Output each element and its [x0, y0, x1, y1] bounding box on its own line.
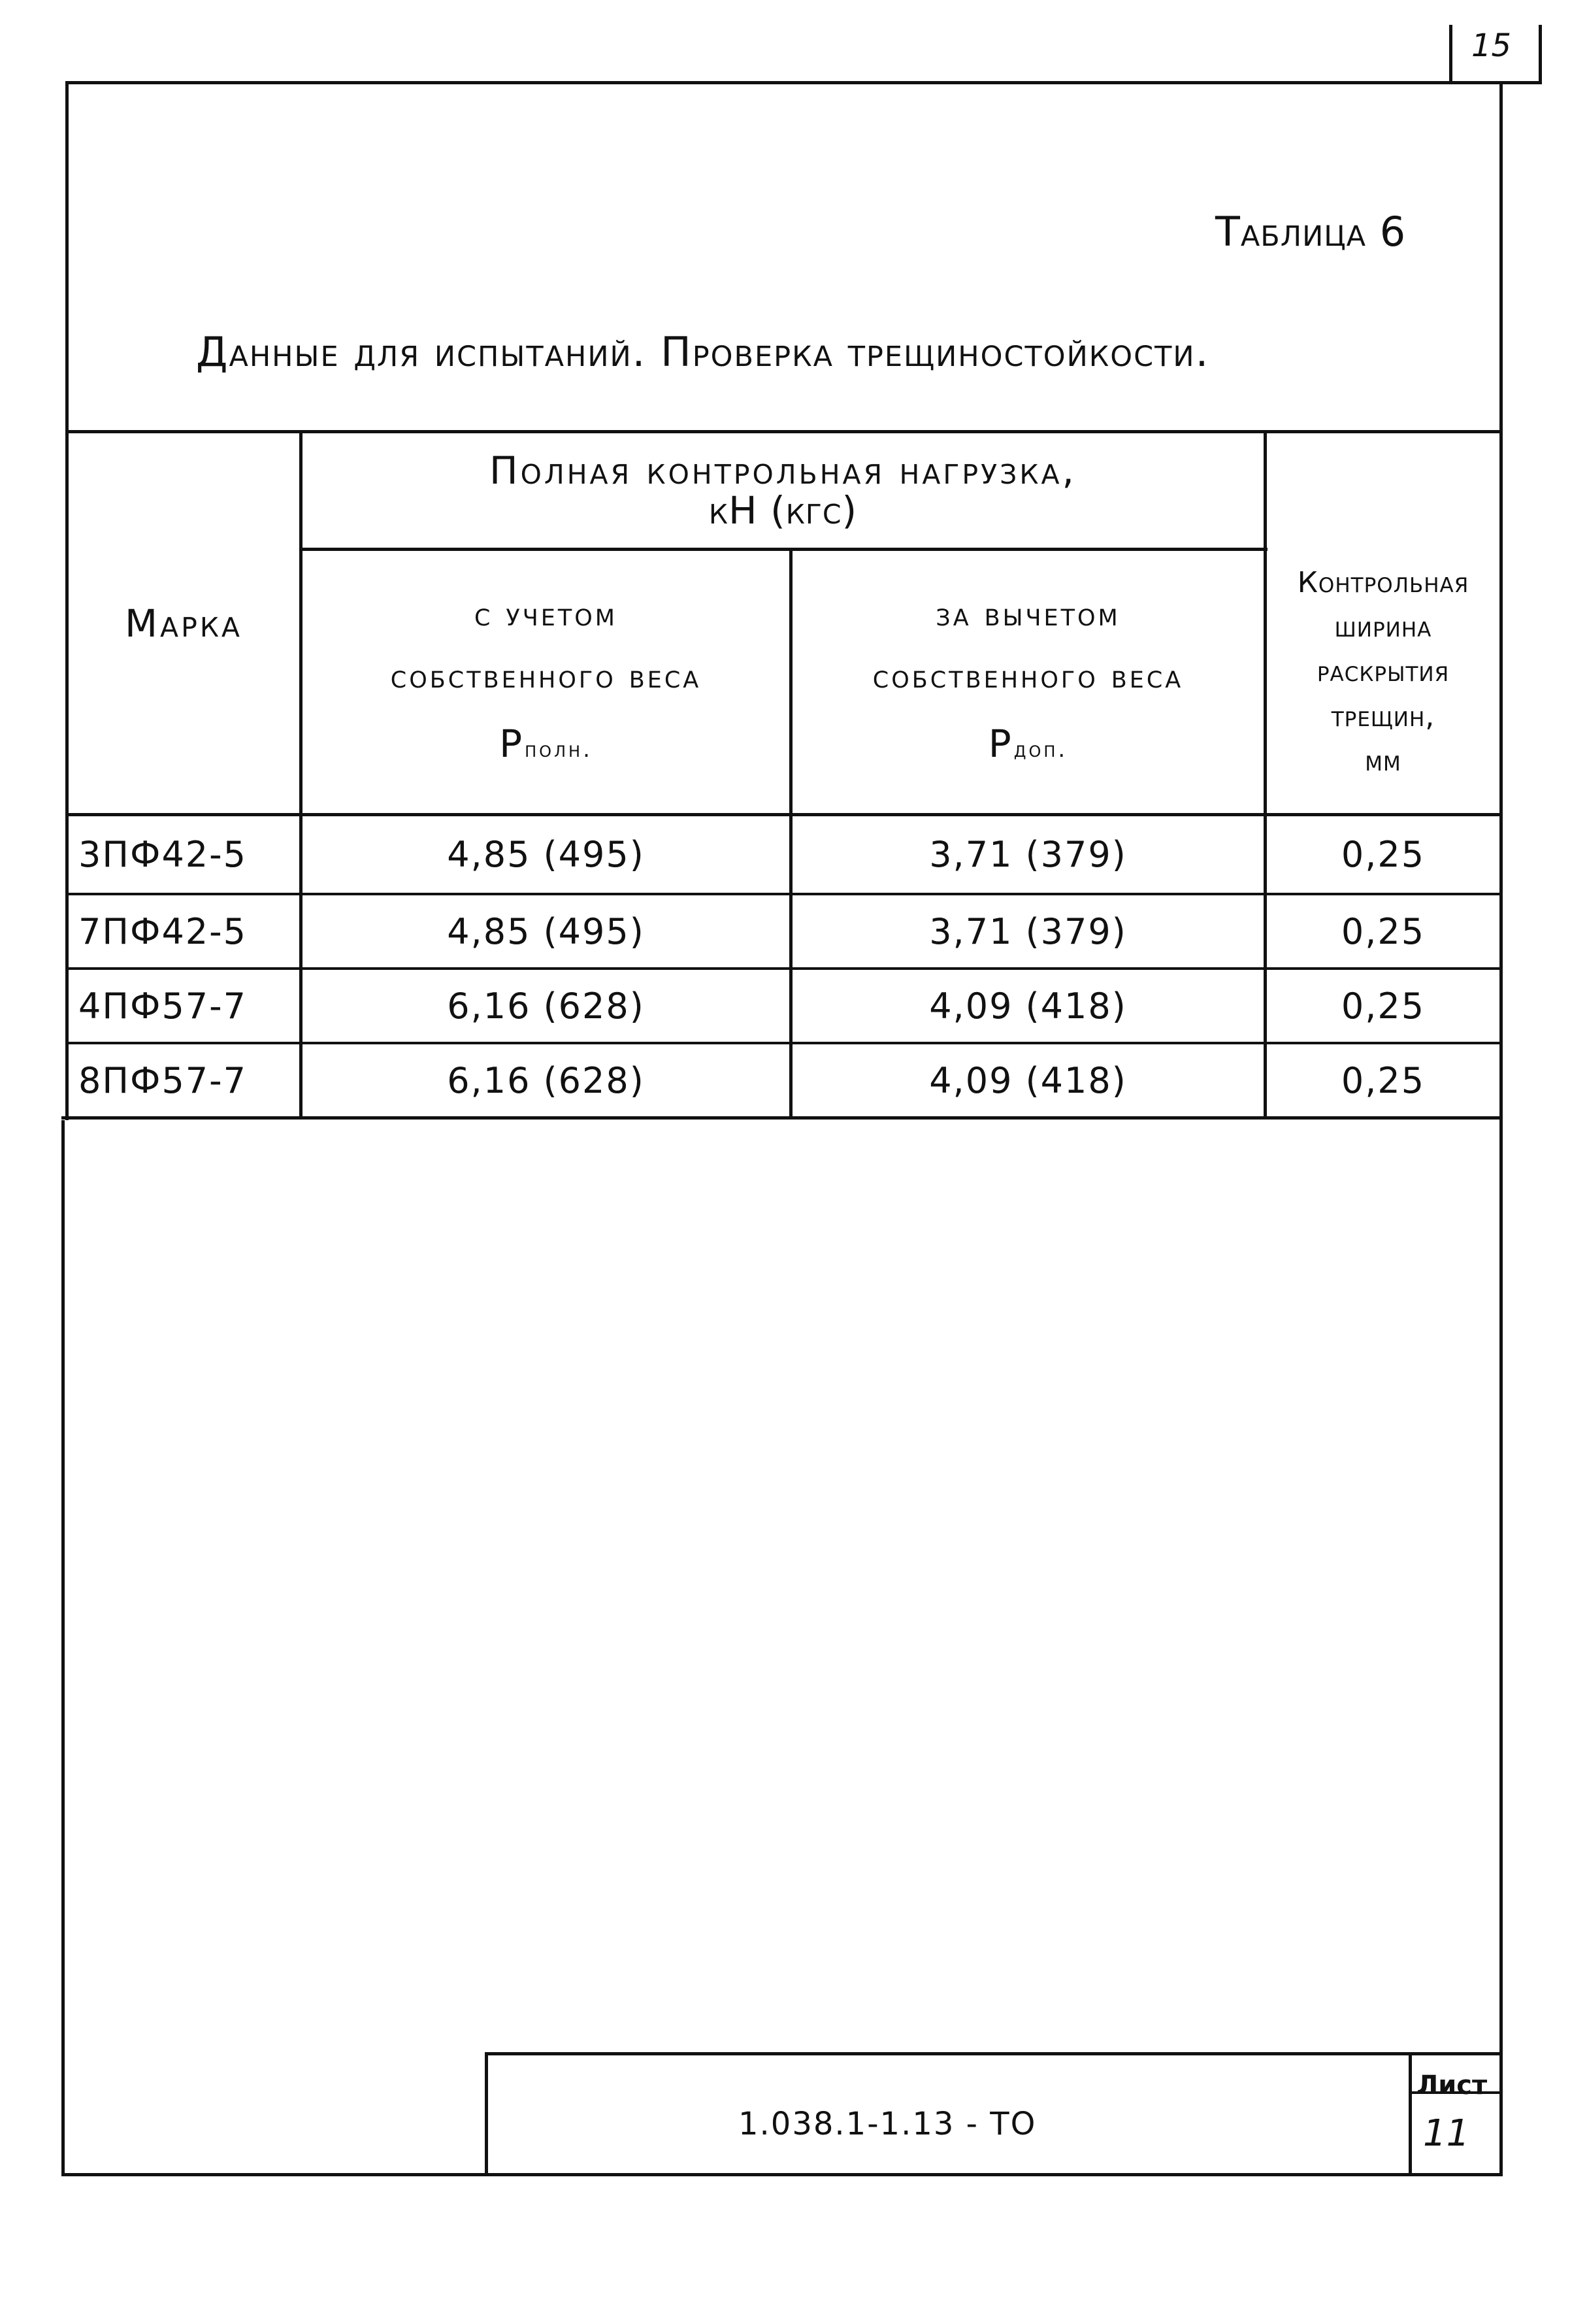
row-3-mark: 4ПФ57-7 — [78, 985, 248, 1027]
frame-top — [68, 81, 1542, 84]
stamp-top-line — [487, 2052, 1503, 2055]
table-caption: Таблица 6 — [1215, 208, 1407, 256]
row-1-net-load: 3,71 (379) — [929, 834, 1127, 875]
header-crack-line4: трещин, — [1331, 699, 1435, 733]
row-4-full-load: 6,16 (628) — [447, 1059, 645, 1101]
header-with-weight — [303, 551, 789, 813]
header-load-group-label: Полная контрольная нагрузка, — [489, 448, 1077, 493]
header-with-weight-symbol — [499, 708, 593, 780]
header-without-weight-line2: собственного веса — [872, 657, 1184, 696]
sheet-number-box-right — [1539, 25, 1542, 84]
header-mark-label: Марка — [125, 601, 242, 646]
row-3-full-load: 6,16 (628) — [447, 985, 645, 1027]
row-1-mark: 3ПФ42-5 — [78, 834, 248, 875]
row-1-crack-width: 0,25 — [1341, 834, 1426, 875]
header-without-weight — [793, 551, 1264, 813]
header-with-weight-line2: собственного веса — [390, 657, 702, 696]
header-load-group — [303, 433, 1264, 548]
stamp-left-line — [485, 2052, 488, 2176]
row-2-mark: 7ПФ42-5 — [78, 910, 248, 952]
stamp-sheet-divider — [1409, 2052, 1412, 2176]
header-mark — [68, 433, 299, 813]
frame-right — [1499, 81, 1503, 2176]
sheet-number-box-left — [1449, 25, 1452, 84]
header-with-weight-line1: с учетом — [474, 595, 617, 634]
frame-bottom — [61, 2173, 1503, 2176]
p-full-letter: P — [499, 722, 525, 767]
row-4-crack-width: 0,25 — [1341, 1059, 1426, 1101]
row-3-net-load: 4,09 (418) — [929, 985, 1127, 1027]
header-without-weight-line1: за вычетом — [936, 595, 1121, 634]
document-code: 1.038.1-1.13 - ТО — [738, 2106, 1037, 2142]
header-crack-width — [1267, 433, 1499, 813]
document-title: Данные для испытаний. Проверка трещиностойкости. — [196, 328, 1210, 376]
header-crack-line5: мм — [1365, 744, 1401, 778]
row-2-crack-width: 0,25 — [1341, 910, 1426, 952]
p-full-subscript: полн. — [525, 737, 593, 763]
header-crack-line2: ширина — [1334, 610, 1432, 644]
p-net-letter: P — [988, 722, 1014, 767]
row-2-net-load: 3,71 (379) — [929, 910, 1127, 952]
header-crack-line3: раскрытия — [1317, 655, 1450, 689]
sheet-number: 15 — [1471, 27, 1512, 64]
row-2-full-load: 4,85 (495) — [447, 910, 645, 952]
header-without-weight-symbol — [989, 708, 1068, 780]
p-net-subscript: доп. — [1013, 737, 1068, 763]
frame-left-lower — [61, 1120, 65, 2176]
header-crack-line1: Контрольная — [1297, 566, 1469, 600]
row-1-full-load: 4,85 (495) — [447, 834, 645, 875]
sheet-label: Лист — [1416, 2070, 1488, 2100]
row-3-crack-width: 0,25 — [1341, 985, 1426, 1027]
row-4-mark: 8ПФ57-7 — [78, 1059, 248, 1101]
row-4-net-load: 4,09 (418) — [929, 1059, 1127, 1101]
header-load-units: кН (кгс) — [708, 488, 858, 533]
sheet-page-number: 11 — [1423, 2112, 1470, 2155]
table-bottom-line — [61, 1116, 1503, 1120]
